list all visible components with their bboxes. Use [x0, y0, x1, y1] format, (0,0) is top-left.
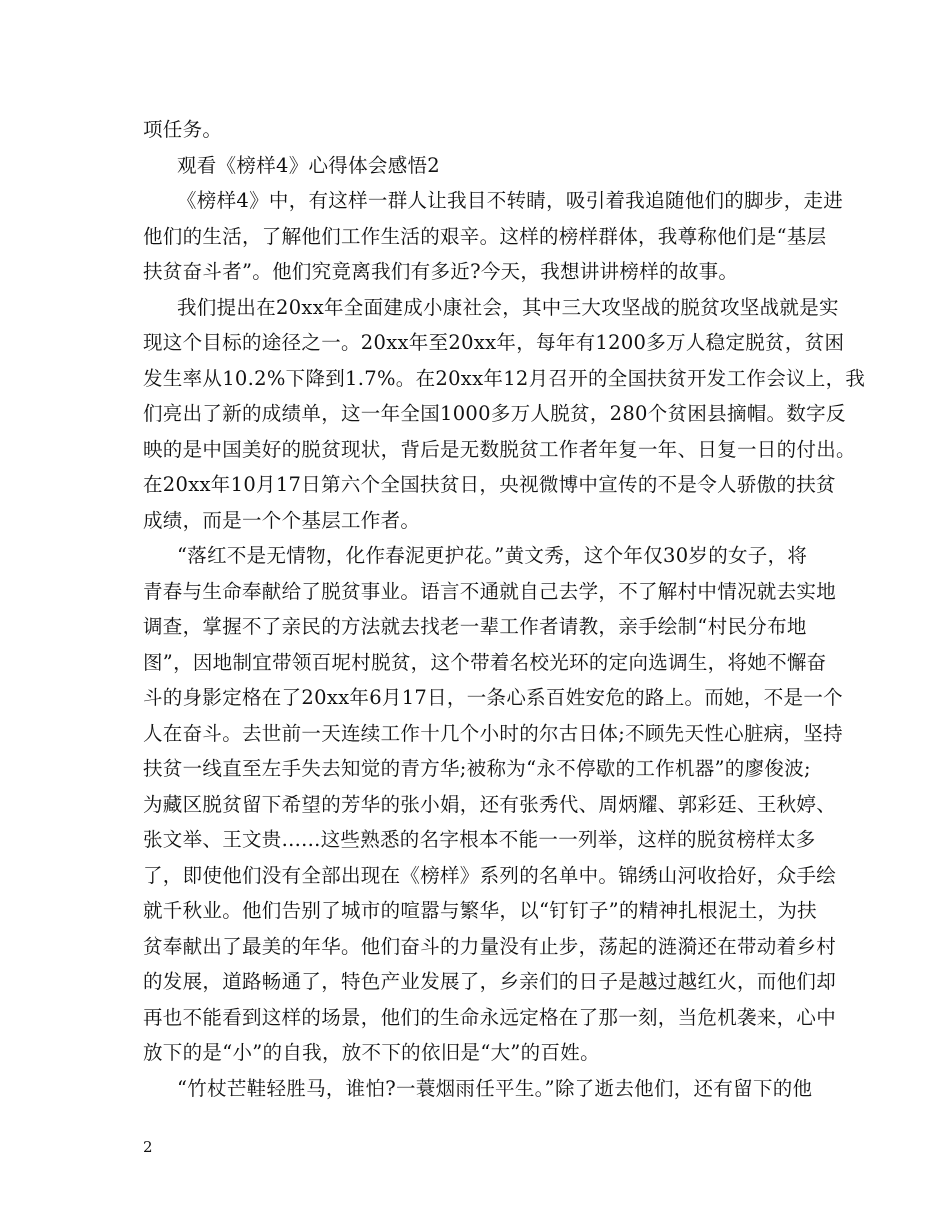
text-line: 图”，因地制宜带领百坭村脱贫，这个带着名校光环的定向选调生，将她不懈奋 [143, 650, 827, 674]
text-line: 青春与生命奉献给了脱贫事业。语言不通就自己去学，不了解村中情况就去实地 [143, 579, 837, 603]
text-line: 贫奉献出了最美的年华。他们奋斗的力量没有止步，荡起的涟漪还在带动着乡村 [143, 934, 837, 958]
text-line: “竹杖芒鞋轻胜马，谁怕?一蓑烟雨任平生。”除了逝去他们，还有留下的他 [177, 1076, 813, 1100]
text-line: 他们的生活，了解他们工作生活的艰辛。这样的榜样群体，我尊称他们是“基层 [143, 224, 827, 248]
text-line: 人在奋斗。去世前一天连续工作十几个小时的尔古日体;不顾先天性心脏病，坚持 [143, 721, 843, 745]
document-body [143, 112, 866, 1106]
page-number: 2 [143, 1138, 153, 1156]
text-line: 《榜样4》中，有这样一群人让我目不转睛，吸引着我追随他们的脚步，走进 [177, 189, 844, 212]
text-line: 我们提出在20xx年全面建成小康社会，其中三大攻坚战的脱贫攻坚战就是实 [177, 295, 839, 319]
text-line: 们亮出了新的成绩单，这一年全国1000多万人脱贫，280个贫困县摘帽。数字反 [143, 402, 846, 425]
text-line: 为藏区脱贫留下希望的芳华的张小娟，还有张秀代、周炳耀、郭彩廷、王秋婷、 [143, 792, 837, 816]
text-line: 观看《榜样4》心得体会感悟2 [177, 153, 441, 177]
text-line: 成绩，而是一个个基层工作者。 [143, 508, 421, 532]
text-line: 现这个目标的途径之一。20xx年至20xx年，每年有1200多万人稳定脱贫，贫困 [143, 331, 845, 354]
text-line: 再也不能看到这样的场景，他们的生命永远定格在了那一刻，当危机袭来，心中 [143, 1005, 837, 1029]
text-line: 调查，掌握不了亲民的方法就去找老一辈工作者请教，亲手绘制“村民分布地 [143, 615, 807, 638]
text-line: 斗的身影定格在了20xx年6月17日，一条心系百姓安危的路上。而她，不是一个 [143, 686, 843, 709]
text-line: 扶贫奋斗者”。他们究竟离我们有多近?今天，我想讲讲榜样的故事。 [143, 260, 739, 283]
text-line: 扶贫一线直至左手失去知觉的青方华;被称为“永不停歇的工作机器”的廖俊波; [143, 757, 811, 780]
text-line: 就千秋业。他们告别了城市的喧嚣与繁华，以“钉钉子”的精神扎根泥土，为扶 [143, 899, 817, 922]
text-line: 的发展，道路畅通了，特色产业发展了，乡亲们的日子是越过越红火，而他们却 [143, 970, 837, 993]
text-line: 在20xx年10月17日第六个全国扶贫日，央视微博中宣传的不是令人骄傲的扶贫 [143, 473, 836, 496]
text-line: 发生率从10.2%下降到1.7%。在20xx年12月召开的全国扶贫开发工作会议上，我 [143, 366, 866, 390]
text-line: 放下的是“小”的自我，放不下的依旧是“大”的百姓。 [143, 1041, 600, 1064]
text-line: 项任务。 [143, 118, 223, 141]
text-line: 张文举、王文贵......这些熟悉的名字根本不能一一列举，这样的脱贫榜样太多 [143, 828, 816, 851]
text-line: “落红不是无情物，化作春泥更护花。”黄文秀，这个年仅30岁的女子，将 [177, 544, 808, 567]
text-line: 了，即使他们没有全部出现在《榜样》系列的名单中。锦绣山河收拾好，众手绘 [143, 863, 837, 887]
text-line: 映的是中国美好的脱贫现状，背后是无数脱贫工作者年复一年、日复一日的付出。 [143, 437, 856, 461]
